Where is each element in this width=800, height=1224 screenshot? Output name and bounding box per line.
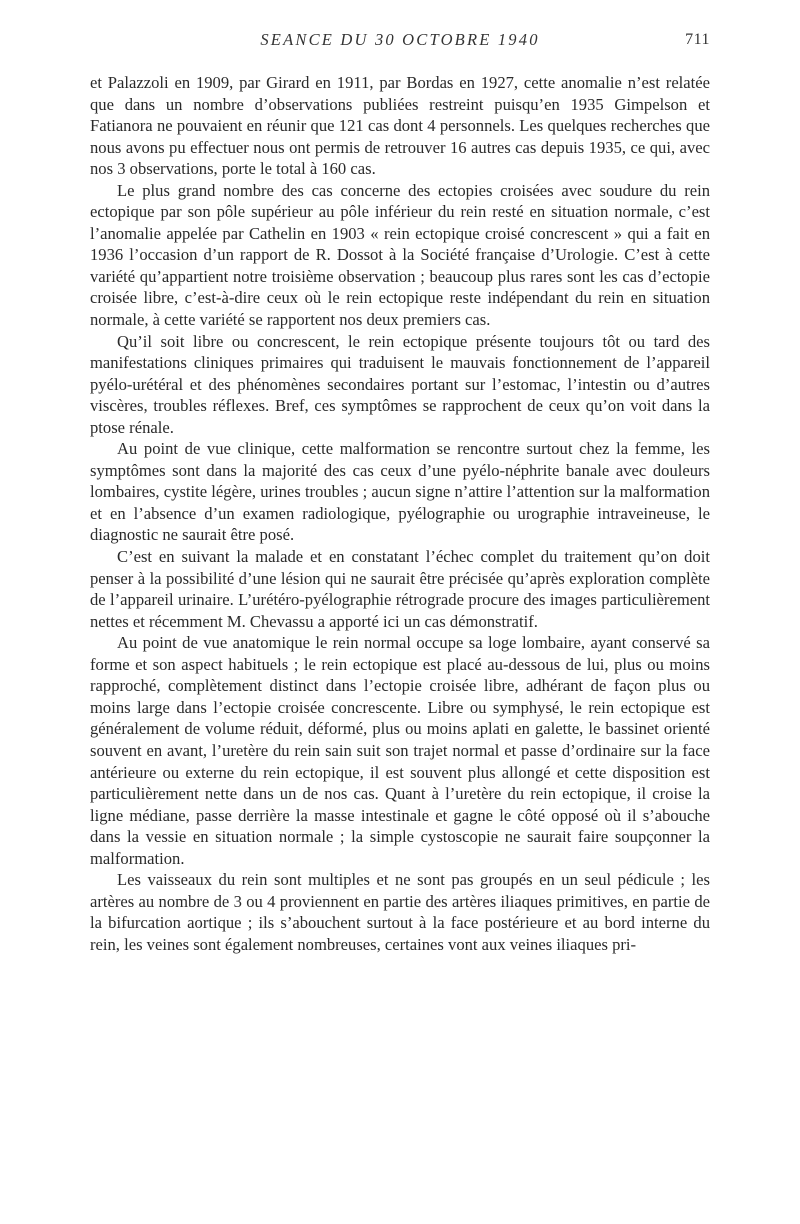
paragraph: Les vaisseaux du rein sont multiples et ne sont pas groupés en un seul pédicule ; les artères au nombre de 3 ou 4 proviennent en partie des artères iliaques primitives, en partie de la bifurcation aortique ; ils s’abouchent surtout à la face postérieure et au bord interne du rein, les veines sont également nombreuses, certaines vont aux veines iliaques pri- — [90, 870, 710, 954]
paragraph-continued: et Palazzoli en 1909, par Girard en 1911, par Bordas en 1927, cette anomalie n’est relatée que dans un nombre d’observations publiées restreint puisqu’en 1935 Gimpelson et Fatianora ne pouvaient en réunir que 121 cas dont 4 personnels. Les quelques recherches que nous avons pu effectuer nous ont permis de retrouver 16 autres cas depuis 1935, ce qui, avec nos 3 observations, porte le total à 160 cas. — [90, 73, 710, 179]
paragraph: C’est en suivant la malade et en constatant l’échec complet du traitement qu’on doit penser à la possibilité d’une lésion qui ne saurait être précisée qu’après exploration complète de l’appareil urinaire. L’urétéro-pyélographie rétrograde procure des images particulièrement nettes et récemment M. Chevassu a apporté ici un cas démonstratif. — [90, 547, 710, 631]
page-number: 711 — [685, 31, 710, 48]
paragraph: Au point de vue anatomique le rein normal occupe sa loge lombaire, ayant conservé sa forme et son aspect habituels ; le rein ectopique est placé au-dessous de lui, plus ou moins rapproché, complètement distinct dans l’ectopie croisée libre, adhérant de façon plus ou moins large dans l’ectopie croisée concrescente. Libre ou symphysé, le rein ectopique est généralement de volume réduit, déformé, plus ou moins aplati en galette, le bassinet orienté souvent en avant, l’uretère du rein sain suit son trajet normal et passe d’ordinaire sur la face antérieure ou externe du rein ectopique, il est souvent plus allongé et cette disposition est particulièrement nette dans un de nos cas. Quant à l’uretère du rein ectopique, il croise la ligne médiane, passe derrière la masse intestinale et gagne le côté opposé où il s’abouche dans la vessie en situation normale ; la simple cystoscopie ne saurait faire soupçonner la malformation. — [90, 633, 710, 868]
paragraph: Qu’il soit libre ou concrescent, le rein ectopique présente toujours tôt ou tard des manifestations cliniques primaires qui traduisent le mauvais fonctionnement de l’appareil pyélo-urétéral et des phénomènes secondaires portant sur l’estomac, l’intestin ou d’autres viscères, troubles réflexes. Bref, ces symptômes se rapprochent de ceux qu’on voit dans la ptose rénale. — [90, 331, 710, 437]
running-head — [90, 30, 710, 54]
running-title: SEANCE DU 30 OCTOBRE 1940 — [260, 30, 540, 49]
paragraph: Au point de vue clinique, cette malformation se rencontre surtout chez la femme, les symptômes sont dans la majorité des cas ceux d’une pyélo-néphrite banale avec douleurs lombaires, cystite légère, urines troubles ; aucun signe n’attire l’attention sur la malformation et en l’absence d’un examen radiologique, pyélographie ou urographie intraveineuse, le diagnostic ne saurait être posé. — [90, 439, 710, 545]
body-text — [90, 72, 710, 955]
paragraph: Le plus grand nombre des cas concerne des ectopies croisées avec soudure du rein ectopique par son pôle supérieur au pôle inférieur du rein resté en situation normale, c’est l’anomalie appelée par Cathelin en 1903 « rein ectopique croisé concrescent » qui a fait en 1936 l’occasion d’un rapport de R. Dossot à la Société française d’Urologie. C’est à cette variété qu’appartient notre troisième observation ; beaucoup plus rares sont les cas d’ectopie croisée libre, c’est-à-dire ceux où le rein ectopique reste indépendant du rein en situation normale, à cette variété se rapportent nos deux premiers cas. — [90, 180, 710, 330]
